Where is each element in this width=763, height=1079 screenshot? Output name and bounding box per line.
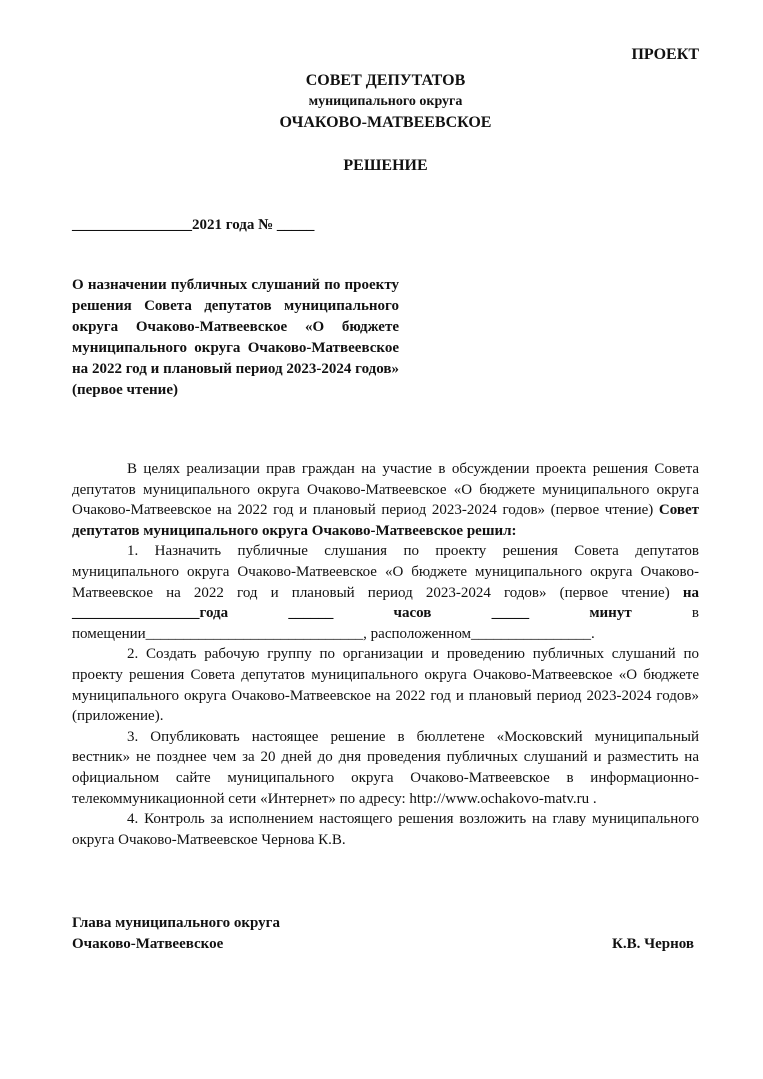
- document-type: РЕШЕНИЕ: [343, 157, 428, 174]
- item-1-date-time: на _________________года ______ часов _____ минут: [72, 584, 699, 622]
- item-2-paragraph: 2. Создать рабочую группу по организации и проведению публичных слушаний по проекту решения Совета депутатов муниципального округа Очаково-Матвеевское «О бюджете муниципального округа Очаково-Матвеевское на 2022 год и плановый период 2023-2024 годов» (приложение).: [72, 646, 699, 725]
- item-1-place: в помещении_____________________________, расположенном________________.: [72, 605, 699, 642]
- document-header: [72, 70, 699, 176]
- signatory-title-line-2: Очаково-Матвеевское: [72, 936, 224, 952]
- item-1-paragraph: [72, 541, 699, 644]
- item-1-text: 1. Назначить публичные слушания по проекту решения Совета депутатов муниципального округа Очаково-Матвеевское «О бюджете муниципального округа Очаково-Матвеевское на 2022 год и плановый период 2023-2024 годов» (первое чтение): [72, 543, 699, 601]
- signature-row: [72, 934, 694, 955]
- draft-label: ПРОЕКТ: [631, 46, 699, 63]
- signature-block: [72, 913, 694, 955]
- item-3-paragraph: 3. Опубликовать настоящее решение в бюллетене «Московский муниципальный вестник» не позднее чем за 20 дней до дня проведения публичных слушаний и разместить на официальном сайте муниципального округа Очаково-Матвеевское в информационно-телекоммуникационной сети «Интернет» по адресу: http://www.ochakovo-matv.ru .: [72, 728, 699, 807]
- signatory-name: К.В. Чернов: [611, 936, 694, 952]
- preamble-resolution: Совет депутатов муниципального округа Очаково-Матвеевское решил:: [72, 502, 699, 539]
- municipal-line: муниципального округа: [308, 94, 463, 109]
- decision-subject: О назначении публичных слушаний по проекту решения Совета депутатов муниципального округа Очаково-Матвеевское «О бюджете муниципального округа Очаково-Матвеевское на 2022 год и плановый период 2023-2024 годов» (первое чтение): [72, 277, 399, 398]
- preamble-paragraph: [72, 459, 699, 541]
- district-name: ОЧАКОВО-МАТВЕЕВСКОЕ: [279, 114, 492, 131]
- council-name: СОВЕТ ДЕПУТАТОВ: [305, 72, 466, 89]
- preamble-text: В целях реализации прав граждан на участие в обсуждении проекта решения Совета депутатов муниципального округа Очаково-Матвеевское «О бюджете муниципального округа Очаково-Матвеевское на 2022 год и плановый период 2023-2024 годов» (первое чтение): [72, 461, 699, 519]
- date-number-line: ________________2021 года № _____: [72, 217, 315, 233]
- decision-body: [72, 459, 699, 850]
- item-4-paragraph: 4. Контроль за исполнением настоящего решения возложить на главу муниципального округа Очаково-Матвеевское Чернова К.В.: [72, 811, 699, 848]
- signatory-title-line-1: Глава муниципального округа: [72, 915, 280, 931]
